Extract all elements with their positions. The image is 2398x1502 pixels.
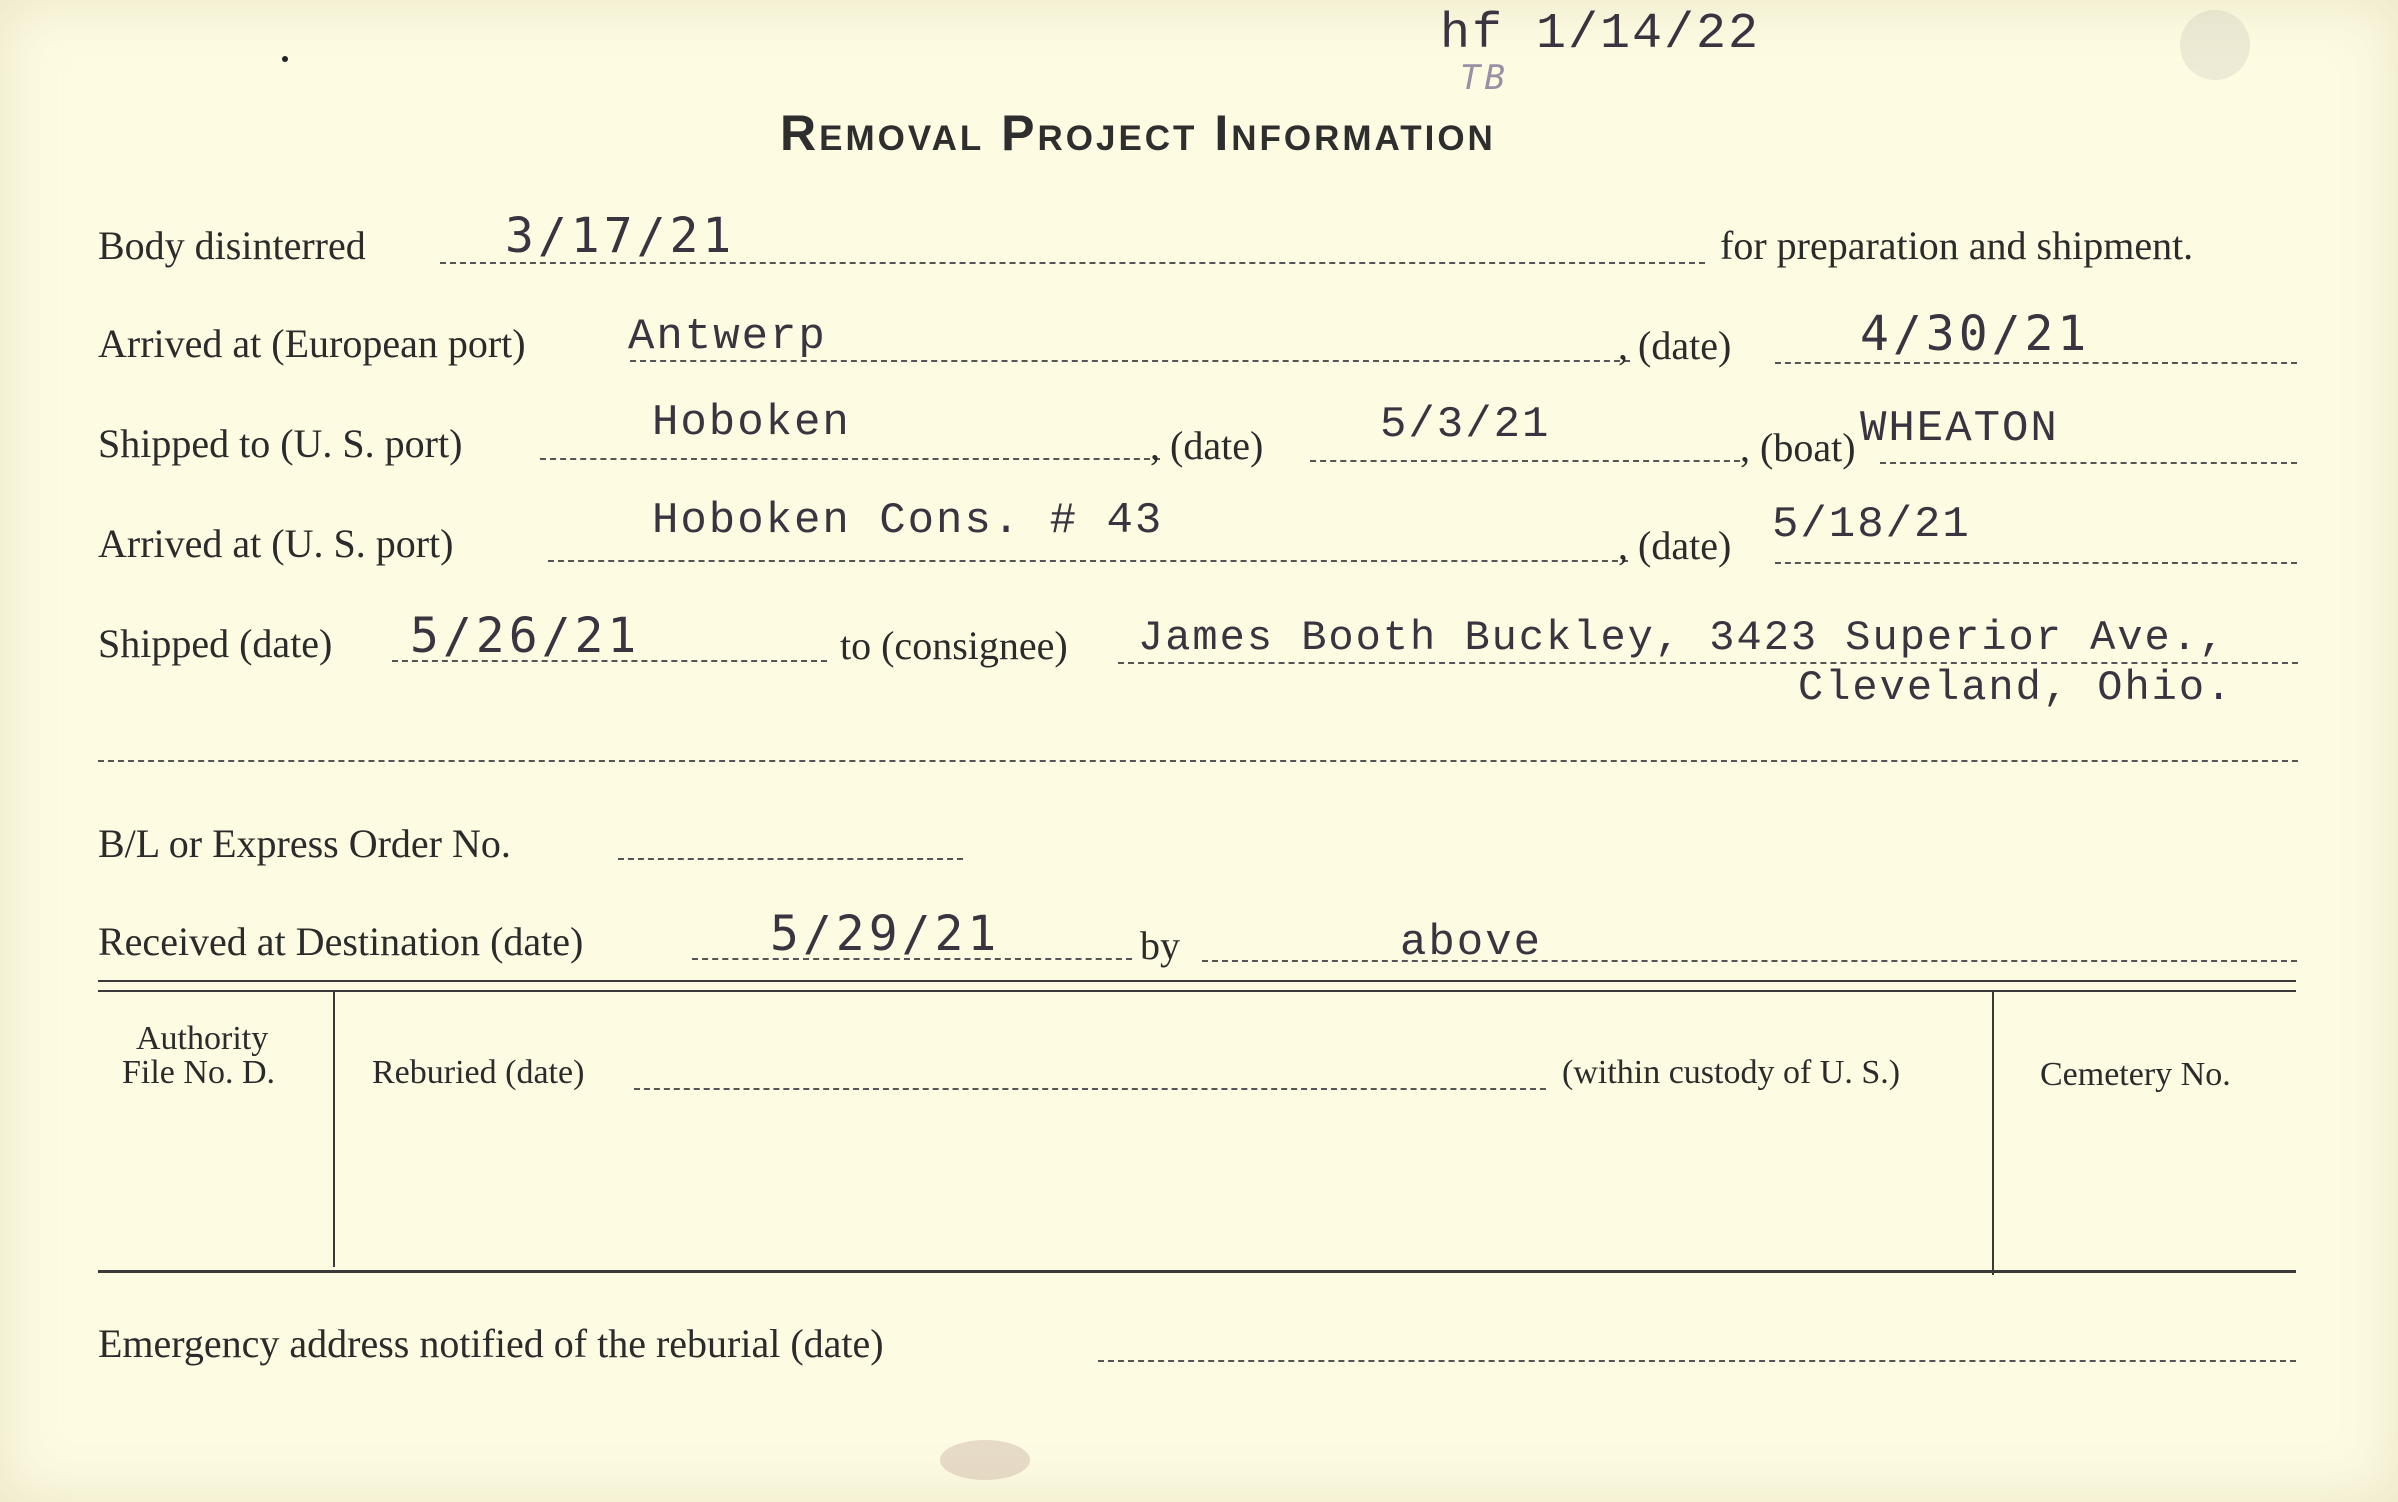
dotted-line <box>548 560 1628 562</box>
shipped-us-date-value: 5/3/21 <box>1380 400 1551 450</box>
by-label: by <box>1140 923 1180 968</box>
table-top-rule <box>98 990 2296 992</box>
dotted-line <box>1775 562 2297 564</box>
shipped-us-port-value: Hoboken <box>652 398 851 448</box>
consignee-line1: James Booth Buckley, 3423 Superior Ave., <box>1138 614 2227 662</box>
cemetery-label: Cemetery No. <box>2040 1056 2231 1093</box>
boat-value: WHEATON <box>1860 404 2059 454</box>
table-bottom-rule <box>98 1270 2296 1273</box>
arrived-eu-date-value: 4/30/21 <box>1860 306 2091 362</box>
table-divider <box>1992 992 1994 1275</box>
dotted-line <box>540 458 1160 460</box>
arrived-eu-port-value: Antwerp <box>628 312 827 362</box>
shipped-us-label: Shipped to (U. S. port) <box>98 421 463 466</box>
authority-label: Authority <box>136 1020 269 1057</box>
shipped-date-label: Shipped (date) <box>98 621 333 666</box>
dotted-line <box>1202 960 2297 962</box>
paper-stain <box>2180 10 2250 80</box>
shipped-date-value: 5/26/21 <box>410 608 641 664</box>
arrived-us-label: Arrived at (U. S. port) <box>98 521 454 566</box>
dotted-line <box>1775 362 2297 364</box>
stamp-marks: TB <box>1460 58 1509 98</box>
date-stamp: hf 1/14/22 <box>1440 6 1761 63</box>
bl-label: B/L or Express Order No. <box>98 821 511 866</box>
dotted-line <box>618 858 963 860</box>
form-title: Removal Project Information <box>780 105 1496 161</box>
arrived-us-date-value: 5/18/21 <box>1772 500 1971 550</box>
reburied-label: Reburied (date) <box>372 1054 585 1091</box>
dotted-line <box>1880 462 2297 464</box>
file-no-label: File No. D. <box>122 1054 275 1091</box>
arrived-us-date-label: , (date) <box>1618 523 1732 568</box>
dot-mark <box>282 56 288 62</box>
dotted-line <box>1310 460 1740 462</box>
arrived-eu-date-label: , (date) <box>1618 323 1732 368</box>
arrived-eu-label: Arrived at (European port) <box>98 321 526 366</box>
table-divider <box>333 992 335 1267</box>
dotted-line <box>98 760 2298 762</box>
received-label: Received at Destination (date) <box>98 919 584 964</box>
received-value: 5/29/21 <box>770 906 1001 962</box>
body-disinterred-suffix: for preparation and shipment. <box>1720 223 2194 268</box>
shipped-us-date-label: , (date) <box>1150 423 1264 468</box>
dotted-line <box>634 1088 1546 1090</box>
by-value: above <box>1400 918 1543 968</box>
custody-label: (within custody of U. S.) <box>1562 1054 1901 1091</box>
consignee-label: to (consignee) <box>840 623 1068 668</box>
body-disinterred-value: 3/17/21 <box>505 208 736 264</box>
paper-stain <box>940 1440 1030 1480</box>
boat-label: , (boat) <box>1740 425 1856 470</box>
body-disinterred-label: Body disinterred <box>98 223 366 268</box>
dotted-line <box>1098 1360 2296 1362</box>
arrived-us-port-value: Hoboken Cons. # 43 <box>652 496 1164 546</box>
consignee-line2: Cleveland, Ohio. <box>1798 664 2234 712</box>
table-top-rule <box>98 980 2296 982</box>
emergency-label: Emergency address notified of the reburial (date) <box>98 1321 884 1366</box>
